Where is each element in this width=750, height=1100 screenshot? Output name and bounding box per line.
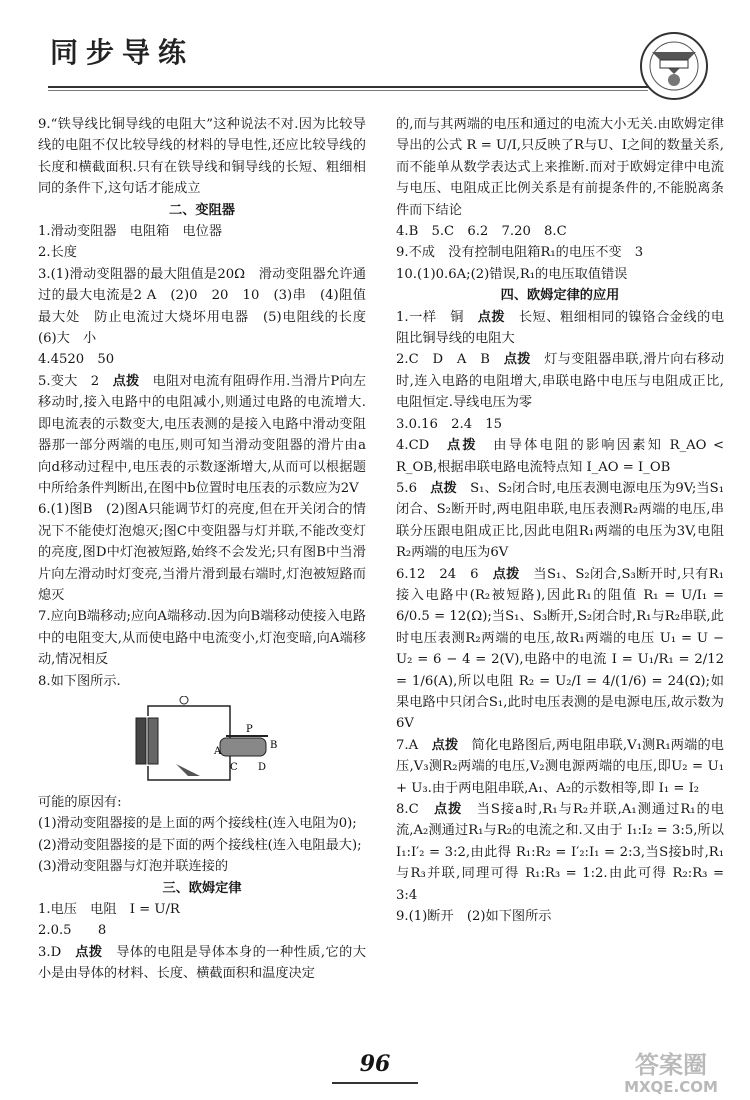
circuit-diagram [118,696,288,788]
ohm-answer-1: 1.电压 电阻 I = U/R [38,902,180,917]
app-answer-6 [396,564,724,735]
app-answer-5-prefix: 5.6 [396,480,431,496]
app-answer-4-prefix: 4.CD [396,438,447,454]
answer-9: 9.“铁导线比铜导线的电阻大”这种说法不对.因为比较导线的电阻不仅比较导线的材料的导电性,还应比较导线的长度和横截面积.只有在铁导线和铜导线的长短、粗细相同的条件下,这句话才能成立 [38,117,366,197]
hint-label: 点拨 [446,438,478,454]
hint-label: 点拨 [112,373,140,389]
ohm-answer-3-continued: 的,而与其两端的电压和通过的电流大小无关.由欧姆定律导出的公式 R = U/I,只反映了R与U、I之间的数量关系,而不能单从数学表达式上来推断.而对于欧姆定律中电流与电压、电阻成正比例关系是有前提条件的,不能脱离条件而下结论 [396,117,724,218]
app-answer-8 [396,799,724,906]
rheostat-icon [220,738,266,756]
section-heading-2: 二、变阻器 [169,202,235,218]
header-title: 同步导练 [50,36,195,69]
app-answer-5 [396,478,724,564]
reason-title: 可能的原因有: [38,794,122,810]
app-answer-5-text: S₁、S₂闭合时,电压表测电源电压为9V;当S₁闭合、S₂断开时,两电阻串联,电压表测R₂两端的电压,串联分压跟电阻成正比,因此电阻R₁两端的电压为3V,电阻R₂两端的电压为6V [396,480,725,561]
app-answer-8-prefix: 8.C [396,802,434,817]
app-answer-8-text: 当S接a时,R₁与R₂并联,A₁测通过R₁的电流,A₂测通过R₁与R₂的电流之和.又由于 I₁:I₂ = 3:5,所以 I₁:I′₂ = 3:2,由此得 R₁:R₂ = I′₂:I₁ = 2:3,当S接b时,R₁与R₃并联,同理可得 R₁:R₃ = 1:2.由此可得 R₂:R₃ = 3:4 [396,802,724,903]
answer-6: 6.(1)图B (2)图A只能调节灯的亮度,但在开关闭合的情况下不能使灯泡熄灭;图C中变阻器与灯并联,不能改变灯的亮度,图D中灯泡被短路,始终不会发光;只有图B中当滑片向左滑动时灯变亮,当滑片滑到最右端时,灯泡被短路而熄灭 [38,502,366,603]
publisher-logo [638,30,710,102]
watermark-text: 答案圈 [635,1051,707,1079]
app-answer-2 [396,349,724,413]
right-column [396,114,724,927]
ohm-answer-3 [38,942,366,985]
app-answer-1-prefix: 1.一样 铜 [396,309,478,325]
switch-icon [176,764,200,776]
hint-label: 点拨 [433,802,463,817]
label-c: C [230,761,238,773]
app-answer-7-text: 简化电路图后,两电阻串联,V₁测R₁两端的电压,V₃测R₂两端的电压,V₂测电源两端的电压,即U₂ = U₁ + U₃.由于两电阻串联,A₁、A₂的示数相等,即 I₁ = I₂ [396,737,724,796]
hint-label: 点拨 [492,566,520,582]
answer-7: 7.应向B端移动;应向A端移动.因为向B端移动使接入电路中的电阻变大,从而使电路中电流变小,灯泡变暗,向A端移动,情况相反 [38,609,366,668]
section-heading-3: 三、欧姆定律 [162,880,242,896]
ohm-answer-10: 10.(1)0.6A;(2)错误,R₁的电压取值错误 [396,266,628,282]
answer-5-text: 电阻对电流有阻碍作用.当滑片P向左移动时,接入电路中的电阻减小,则通过电路的电流增大.即电流表的示数变大,电压表测的是接入电路中滑动变阻器那一部分两端的电压,则可知当滑动变阻器的滑片由a向d移动过程中,电压表的示数逐渐增大,从而可以根据题中所给条件判断出,在图中b位置时电压表的示数应为2V [38,373,366,496]
app-answer-1 [396,307,724,350]
page-number-underline [332,1082,418,1084]
hint-label: 点拨 [431,737,459,753]
app-answer-2-prefix: 2.C D A B [396,352,504,368]
hint-label: 点拨 [477,309,506,325]
label-b: B [270,739,278,751]
answer-3: 3.(1)滑动变阻器的最大阻值是20Ω 滑动变阻器允许通过的最大电流是2 A (2)0 20 10 (3)串 (4)阻值最大处 防止电流过大烧坏用电器 (5)电阻线的长度 (6)大 小 [38,266,380,347]
answer-1: 1.滑动变阻器 电阻箱 电位器 [38,224,223,240]
answer-8: 8.如下图所示. [38,673,121,689]
watermark-url: MXQE.COM [624,1078,718,1096]
ohm-answer-9: 9.不成 没有控制电阻箱R₁的电压不变 3 [396,245,644,261]
app-answer-1-text: 长短、粗细相同的镍铬合金线的电阻比铜导线的电阻大 [396,309,725,347]
hint-label: 点拨 [75,944,103,960]
app-answer-4 [396,435,724,478]
ohm-answer-2: 2.0.5 8 [38,923,107,939]
bulb-icon [180,696,188,704]
label-d: D [258,761,267,773]
battery-icon [136,718,146,764]
reason-3: (3)滑动变阻器与灯泡并联连接的 [38,859,229,875]
answer-5 [38,371,366,499]
hint-label: 点拨 [430,480,457,496]
ohm-answer-3-prefix: 3.D [38,944,76,960]
answer-5-prefix: 5.变大 2 [38,373,113,389]
app-answer-7-prefix: 7.A [396,737,432,753]
app-answer-9: 9.(1)断开 (2)如下图所示 [396,909,552,925]
ohm-answer-3-text: 导体的电阻是导体本身的一种性质,它的大小是由导体的材料、长度、横截面积和温度决定 [38,944,367,982]
ohm-answers-4-8: 4.B 5.C 6.2 7.20 8.C [396,224,567,240]
header-rule [48,86,648,88]
page-number: 96 [359,1051,391,1077]
app-answer-6-text: 当S₁、S₂闭合,S₃断开时,只有R₁接入电路中(R₂被短路),因此R₁的阻值 R₁ = U/I₁ = 6/0.5 = 12(Ω);当S₁、S₃断开,S₂闭合时,R₁与R₂串联,此时电压表测R₂两端的电压,故R₁两端的电压 U₁ = U − U₂ = 6 − 4 = 2(V),电路中的电流 I = U₁/R₁ = 2/12 = 1/6(A),所以电阻 R₂ = U₂/I = 4/(1/6) = 24(Ω);如果电路中只闭合S₁,此时电压表测的是电源电压,故示数为6V [396,566,724,732]
left-column [38,114,380,985]
section-heading-4: 四、欧姆定律的应用 [500,288,620,304]
answer-4: 4.4520 50 [38,352,115,368]
app-answer-4-text: 由导体电阻的影响因素知 R_AO < R_OB,根据串联电路电流特点知 I_AO = I_OB [396,438,724,475]
app-answer-3: 3.0.16 2.4 15 [396,416,503,432]
label-p: P [246,723,253,735]
reason-1: (1)滑动变阻器接的是上面的两个接线柱(连入电阻为0); [38,816,357,832]
app-answer-2-text: 灯与变阻器串联,滑片向右移动时,连入电路的电阻增大,串联电路中电压与电阻成正比,电阻恒定.导线电压为零 [396,352,725,411]
watermark [602,1052,740,1096]
answer-2: 2.长度 [38,245,77,261]
hint-label: 点拨 [503,352,531,368]
app-answer-7 [396,735,724,799]
label-a: A [214,745,222,757]
header-rule-thin [48,90,648,91]
app-answer-6-prefix: 6.12 24 6 [396,566,493,582]
reason-2: (2)滑动变阻器接的是下面的两个接线柱(连入电阻最大); [38,837,362,853]
